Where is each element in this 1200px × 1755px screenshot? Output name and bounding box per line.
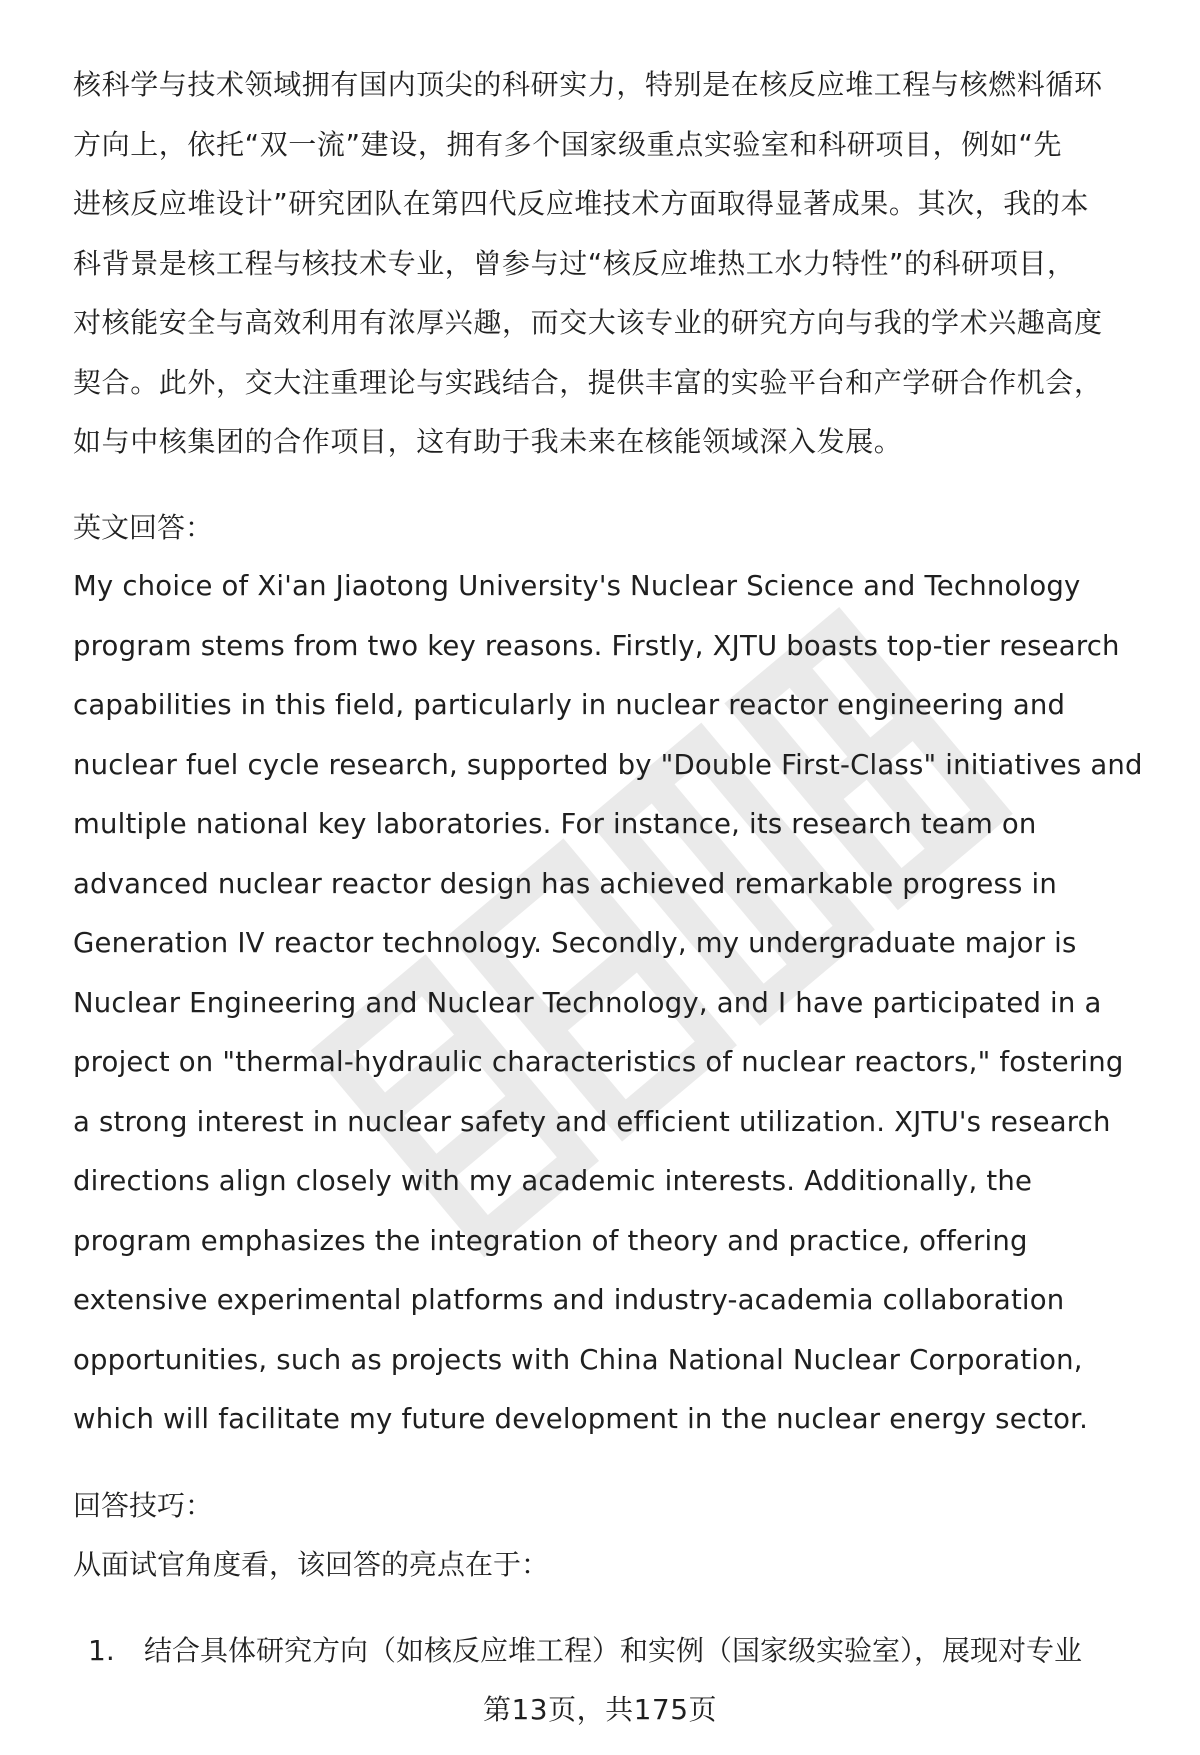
text-line: directions align closely with my academic interests. Additionally, the (73, 1165, 1033, 1197)
english-answer-heading: 英文回答： (73, 510, 214, 544)
text-line: 方向上，依托“双一流”建设，拥有多个国家级重点实验室和科研项目，例如“先 (73, 127, 1063, 161)
text-line: 契合。此外，交大注重理论与实践结合，提供丰富的实验平台和产学研合作机会， (73, 365, 1103, 399)
text-line: project on "thermal-hydraulic characteristics of nuclear reactors," fostering (73, 1046, 1124, 1078)
text-line: a strong interest in nuclear safety and efficient utilization. XJTU's research (73, 1105, 1111, 1138)
text-line: 如与中核集团的合作项目，这有助于我未来在核能领域深入发展。 (73, 425, 903, 458)
tips-intro: 从面试官角度看，该回答的亮点在于： (73, 1548, 550, 1581)
text-line: My choice of Xi'an Jiaotong University's Nuclear Science and Technology (73, 570, 1081, 602)
highlights-list (73, 1621, 1153, 1681)
text-line: 核科学与技术领域拥有国内顶尖的科研实力，特别是在核反应堆工程与核燃料循环 (73, 68, 1103, 101)
text-line: which will facilitate my future development in the nuclear energy sector. (73, 1403, 1089, 1435)
text-line: program emphasizes the integration of theory and practice, offering (73, 1224, 1028, 1257)
text-line: 对核能安全与高效利用有浓厚兴趣，而交大该专业的研究方向与我的学术兴趣高度 (73, 306, 1103, 339)
text-line: advanced nuclear reactor design has achieved remarkable progress in (73, 867, 1057, 900)
text-line: multiple national key laboratories. For instance, its research team on (73, 808, 1037, 840)
tips-heading: 回答技巧： (73, 1488, 214, 1522)
page-footer: 第13页，共175页 (482, 1693, 718, 1726)
text-line: Nuclear Engineering and Nuclear Technology, and I have participated in a (73, 986, 1102, 1019)
text-line: opportunities, such as projects with China National Nuclear Corporation, (73, 1343, 1083, 1376)
text-line: Generation IV reactor technology. Secondly, my undergraduate major is (73, 927, 1077, 959)
english-answer-paragraph (73, 557, 1153, 1450)
text-line: capabilities in this field, particularly in nuclear reactor engineering and (73, 689, 1066, 721)
list-item-text: 结合具体研究方向（如核反应堆工程）和实例（国家级实验室），展现对专业 (144, 1633, 1083, 1667)
chinese-answer-paragraph (73, 55, 1153, 472)
text-line: program stems from two key reasons. Firstly, XJTU boasts top-tier research (73, 629, 1120, 662)
text-line: 进核反应堆设计”研究团队在第四代反应堆技术方面取得显著成果。其次，我的本 (73, 187, 1090, 220)
text-line: 科背景是核工程与核技术专业，曾参与过“核反应堆热工水力特性”的科研项目， (73, 246, 1076, 280)
list-item-number: 1. (88, 1633, 115, 1667)
text-line: extensive experimental platforms and industry-academia collaboration (73, 1284, 1065, 1316)
list-item (73, 1621, 1153, 1681)
text-line: nuclear fuel cycle research, supported by "Double First-Class" initiatives and (73, 748, 1143, 781)
document-body (73, 55, 1153, 1680)
